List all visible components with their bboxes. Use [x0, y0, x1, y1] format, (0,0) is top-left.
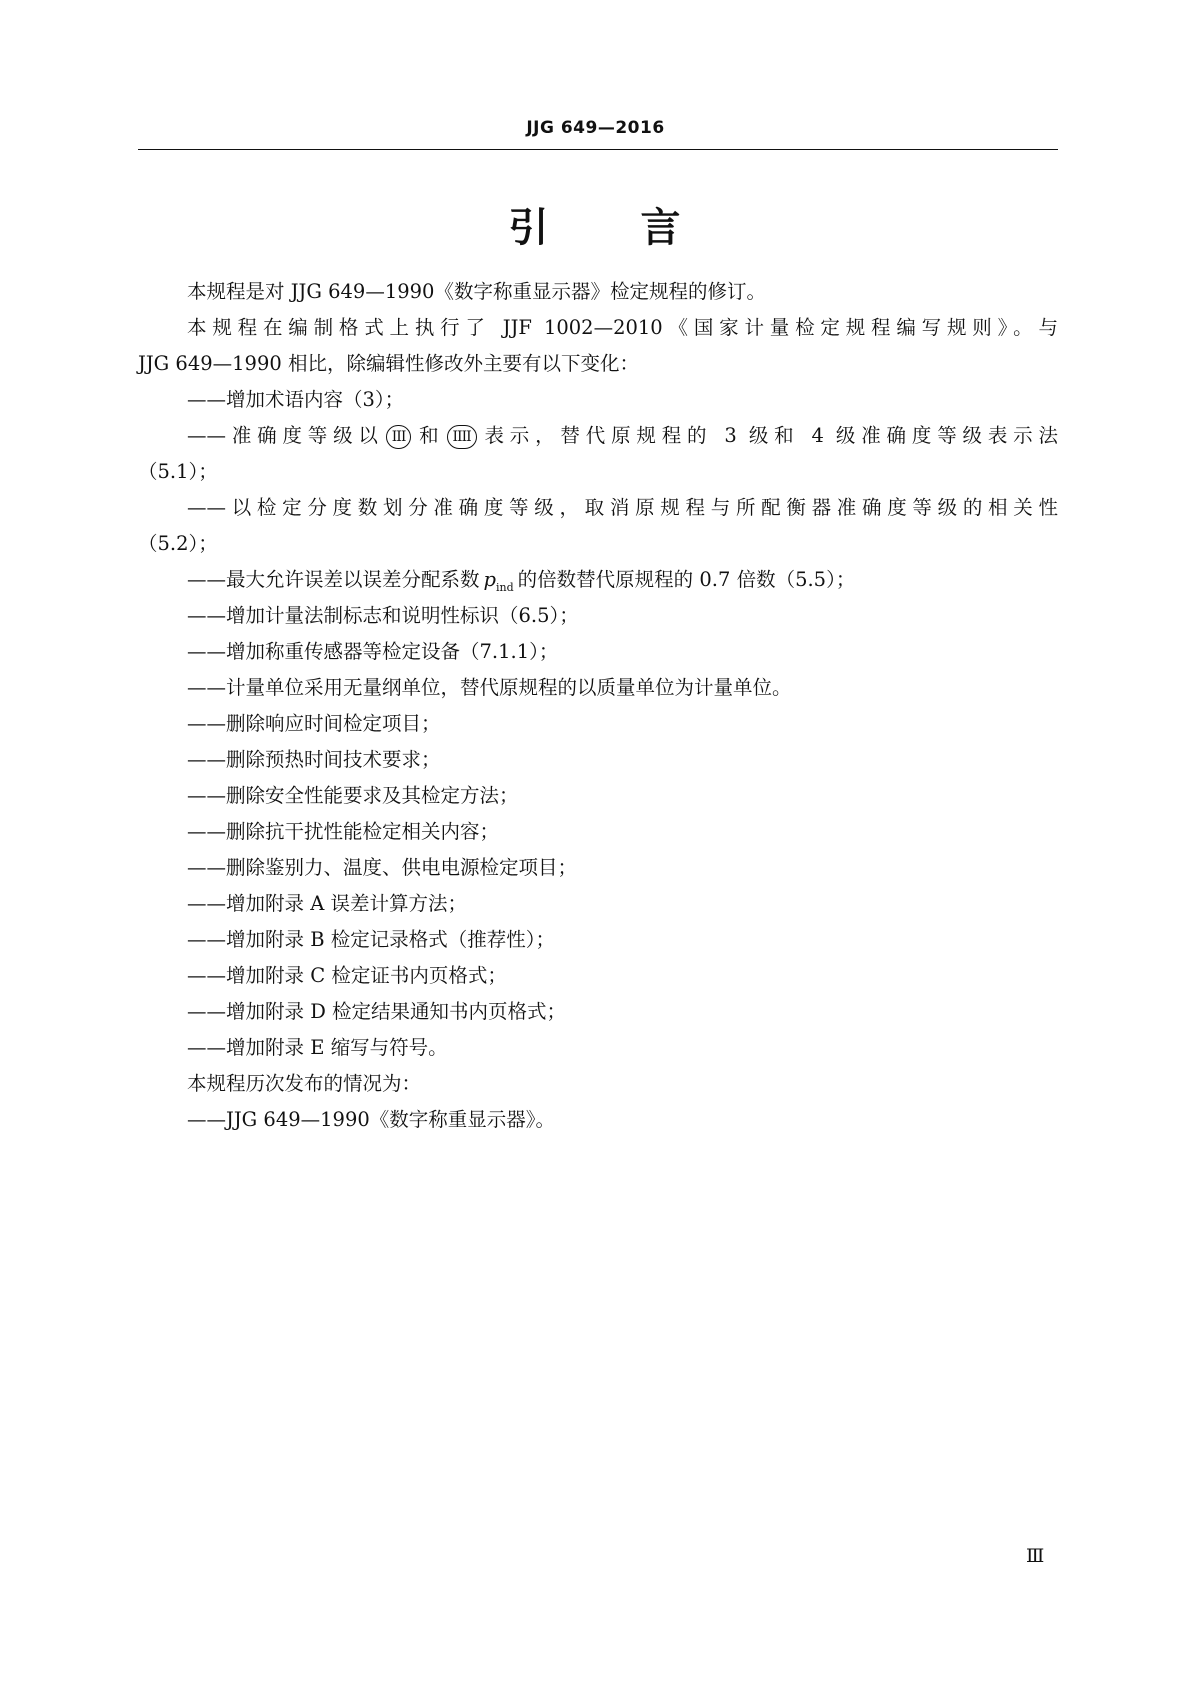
page-number: Ⅲ: [1026, 1545, 1045, 1567]
change-text: ——准确度等级以: [187, 424, 384, 447]
change-item: ——删除抗干扰性能检定相关内容；: [187, 820, 500, 843]
change-text: 的倍数替代原规程的 0.7 倍数（5.5）；: [517, 568, 856, 591]
p-symbol: p: [483, 568, 496, 591]
history-label: 本规程历次发布的情况为：: [187, 1072, 422, 1095]
change-item: ——删除鉴别力、温度、供电电源检定项目；: [187, 856, 578, 879]
change-item-accuracy-class: [138, 418, 1058, 454]
paragraph-intro-1: 本规程是对 JJG 649—1990《数字称重显示器》检定规程的修订。: [187, 280, 766, 303]
change-item: ——删除安全性能要求及其检定方法；: [187, 784, 519, 807]
change-item: ——增加计量法制标志和说明性标识（6.5）；: [187, 604, 579, 627]
header-rule: [138, 149, 1058, 150]
change-item: ——增加术语内容（3）；: [187, 388, 405, 411]
change-item: ——删除预热时间技术要求；: [187, 748, 441, 771]
ind-subscript: ind: [496, 580, 514, 594]
change-item: ——增加附录 A 误差计算方法；: [187, 892, 467, 915]
change-item: ——以检定分度数划分准确度等级，取消原规程与所配衡器准确度等级的相关性: [187, 496, 1058, 519]
class-iiii-symbol: IIII: [447, 425, 477, 449]
change-item: ——删除响应时间检定项目；: [187, 712, 441, 735]
change-text: ——最大允许误差以误差分配系数: [187, 568, 480, 591]
change-text: 表示，替代原规程的 3 级和 4 级准确度等级表示法: [478, 424, 1058, 447]
history-item: ——JJG 649—1990《数字称重显示器》。: [187, 1108, 556, 1131]
change-item: ——增加附录 B 检定记录格式（推荐性）；: [187, 928, 555, 951]
change-item-continuation: （5.2）；: [138, 532, 218, 555]
change-text: 和: [413, 424, 445, 447]
paragraph-intro-2b: JJG 649—1990 相比，除编辑性修改外主要有以下变化：: [138, 352, 639, 375]
change-item: ——增加附录 D 检定结果通知书内页格式；: [187, 1000, 567, 1023]
class-iii-symbol: III: [386, 425, 412, 449]
change-item: ——增加附录 C 检定证书内页格式；: [187, 964, 507, 987]
change-item: ——增加称重传感器等检定设备（7.1.1）；: [187, 640, 559, 663]
document-body: [138, 274, 1058, 1138]
change-item: ——增加附录 E 缩写与符号。: [187, 1036, 448, 1059]
p-ind-symbol: [483, 568, 514, 594]
running-header: JJG 649—2016: [526, 118, 665, 138]
change-item-continuation: （5.1）；: [138, 460, 218, 483]
page-title: 引 言: [508, 205, 683, 251]
change-item-mpe: [138, 562, 1058, 598]
paragraph-intro-2a: 本规程在编制格式上执行了 JJF 1002—2010《国家计量检定规程编写规则》。与: [187, 316, 1058, 339]
change-item: ——计量单位采用无量纲单位，替代原规程的以质量单位为计量单位。: [187, 676, 792, 699]
